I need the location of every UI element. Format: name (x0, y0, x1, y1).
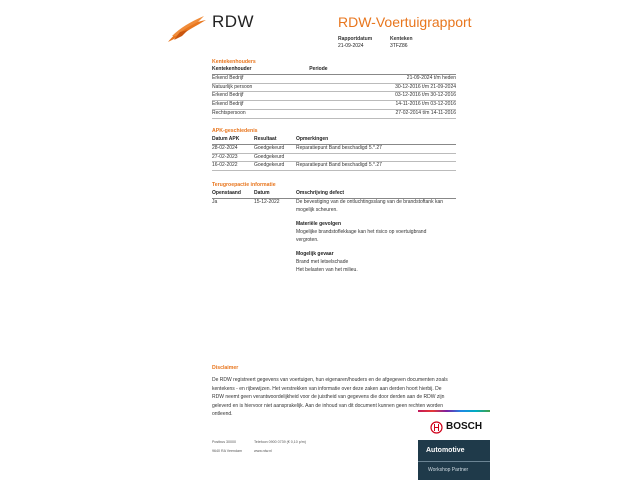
recall-desc-line: mogelijk scheuren. (296, 207, 338, 213)
table-row (212, 144, 456, 153)
owners-col-period: Periode (309, 66, 456, 74)
owners-col-holder: Kentekenhouder (212, 66, 309, 74)
apk-header-row (212, 136, 456, 144)
table-row (212, 83, 456, 92)
apk-date: 16-02-2022 (212, 162, 254, 171)
recall-col-date: Datum (254, 190, 296, 198)
bosch-automotive-label: Automotive (426, 447, 465, 454)
apk-result: Goedgekeurd (254, 144, 296, 153)
recall-date: 15-12-2022 (254, 199, 280, 205)
bosch-divider (418, 461, 490, 462)
footer-postbus: Postbus 30000 (212, 440, 236, 444)
footer-city: 9640 RA Veendam (212, 449, 242, 453)
plate-label: Kenteken (390, 36, 413, 42)
bosch-workshop-label: Workshop Partner (428, 467, 469, 473)
recall-danger-title: Mogelijk gevaar (296, 251, 334, 257)
recall-damage-line: vergroten. (296, 237, 319, 243)
owner-period: 27-02-2014 t/m 14-11-2016 (309, 109, 456, 118)
owner-holder: Erkend Bedrijf (212, 101, 309, 110)
apk-date: 27-02-2023 (212, 153, 254, 162)
table-row (212, 101, 456, 110)
table-row (212, 162, 456, 171)
apk-col-result: Resultaat (254, 136, 296, 144)
report-date-block (338, 36, 372, 50)
report-date-label: Rapportdatum (338, 36, 373, 42)
disclaimer-line: geleverd en is hiervoor niet aansprakelijk. Aan de inhoud van dit document kunnen geen rechten worden (212, 402, 443, 409)
apk-result: Goedgekeurd (254, 153, 296, 162)
recall-open: Ja (212, 199, 218, 205)
apk-col-notes: Opmerkingen (296, 136, 456, 144)
table-row (212, 153, 456, 162)
recall-danger-line: Brand met letselschade (296, 259, 349, 265)
bosch-partner-box (418, 440, 490, 480)
recall-danger-line: Het belasten van het milieu. (296, 267, 358, 273)
apk-col-date: Datum APK (212, 136, 254, 144)
disclaimer-line: RDW neemt geen verantwoordelijkheid voor de juistheid van gegevens die door derden aan de RDW zijn (212, 394, 445, 400)
owners-title: Kentekenhouders (212, 59, 256, 65)
disclaimer-text (212, 376, 460, 419)
rdw-logo-icon (166, 14, 208, 44)
bosch-brand: BOSCH (446, 421, 483, 432)
table-row (212, 74, 456, 83)
recall-damage-title: Materiële gevolgen (296, 221, 342, 227)
report-date-value: 21-09-2024 (338, 43, 364, 49)
apk-title: APK-geschiedenis (212, 128, 258, 134)
owners-table (212, 66, 456, 119)
recall-damage-line: Mogelijke brandstoflekkage kan het risico op voertuigbrand (296, 229, 427, 235)
disclaimer-line: kentekens - en rijbewijzen. Het verstrekken van informatie over deze zaken aan derden hoort hierbij. De (212, 385, 442, 392)
owner-holder: Natuurlijk persoon (212, 83, 309, 92)
report-title: RDW-Voertuigrapport (338, 14, 472, 30)
brand-name: RDW (212, 12, 255, 31)
bosch-armature-icon (430, 421, 443, 434)
footer-contact (254, 438, 306, 456)
apk-notes: Reparatiepunt Band beschadigd 5.*.27 (296, 162, 456, 171)
table-row (212, 92, 456, 101)
table-row (212, 109, 456, 118)
owner-period: 30-12-2016 t/m 21-09-2024 (309, 83, 456, 92)
recall-col-desc: Omschrijving defect (296, 190, 456, 198)
footer-web[interactable]: www.rdw.nl (254, 449, 272, 453)
plate-block (390, 36, 413, 50)
owner-period: 14-11-2016 t/m 03-12-2016 (309, 101, 456, 110)
disclaimer-title: Disclaimer (212, 365, 239, 371)
footer-address (212, 438, 242, 456)
recall-col-open: Openstaand (212, 190, 254, 198)
owners-header-row (212, 66, 456, 74)
disclaimer-line: De RDW registreert gegevens van voertuigen, hun eigenaren/houders en de afgegeven documenten zoals (212, 377, 448, 383)
apk-result: Goedgekeurd (254, 162, 296, 171)
bosch-color-strip (418, 410, 490, 412)
owner-period: 21-09-2024 t/m heden (309, 74, 456, 83)
recall-description (296, 198, 443, 274)
footer-phone: Telefoon 0900 0739 (€ 0,10 p/m) (254, 440, 306, 444)
disclaimer-line: ontleend. (212, 411, 233, 417)
apk-date: 28-02-2024 (212, 144, 254, 153)
owner-period: 03-12-2016 t/m 30-12-2016 (309, 92, 456, 101)
apk-notes (296, 153, 456, 162)
plate-value: 3TFZ86 (390, 43, 408, 49)
owner-holder: Erkend Bedrijf (212, 92, 309, 101)
apk-notes: Reparatiepunt Band beschadigd 5.*.27 (296, 144, 456, 153)
owner-holder: Rechtspersoon (212, 109, 309, 118)
apk-table (212, 136, 456, 171)
recall-desc-line: De bevestiging van de ontluchtingsslang van de brandstoftank kan (296, 199, 444, 205)
recall-title: Terugroepactie informatie (212, 182, 276, 188)
owner-holder: Erkend Bedrijf (212, 74, 309, 83)
